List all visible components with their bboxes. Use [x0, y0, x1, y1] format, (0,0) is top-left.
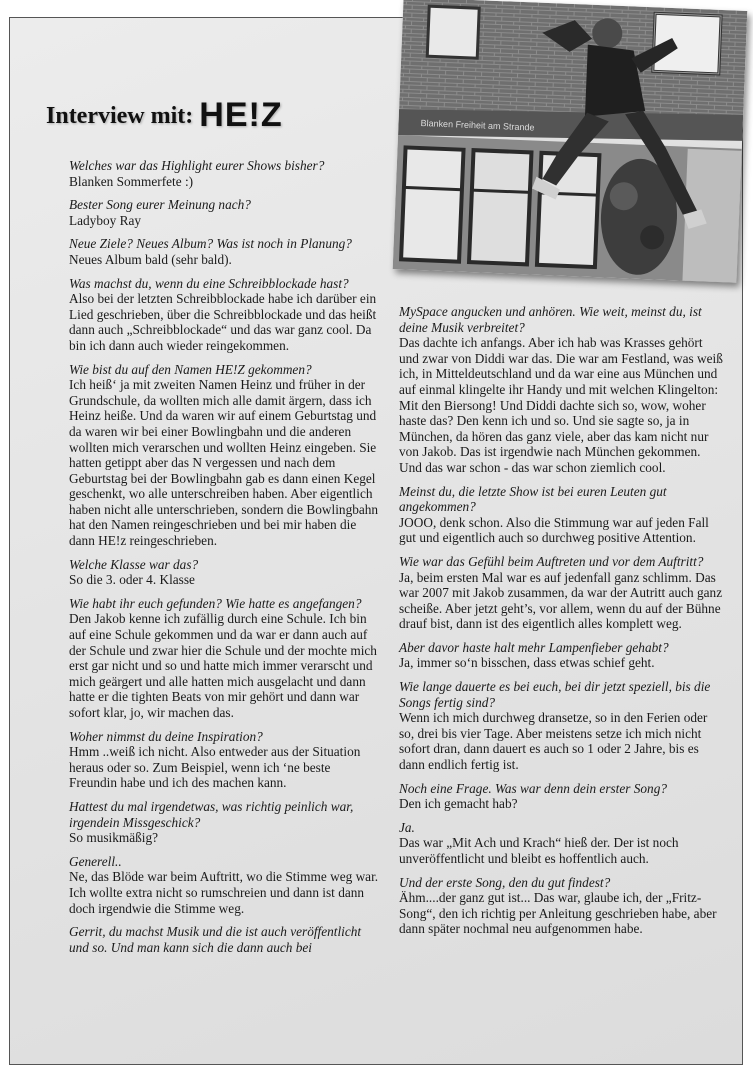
interview-qa: [399, 640, 724, 671]
interview-question: Aber davor haste halt mehr Lampenfieber gehabt?: [399, 639, 669, 655]
interview-question: Noch eine Frage. Was war denn dein erster Song?: [399, 780, 668, 796]
interview-answer: Hmm ..weiß ich nicht. Also entweder aus der Situation heraus oder so. Zum Beispiel, wenn ich ‘ne beste Freundin habe und ich des machen kann.: [69, 744, 361, 791]
page-title: [46, 96, 283, 135]
interview-answer: Ne, das Blöde war beim Auftritt, wo die Stimme weg war. Ich wollte extra nicht so rumschreien und dann ist dann doch irgendwie die Stimme weg.: [69, 869, 379, 916]
interview-question: MySpace angucken und anhören. Wie weit, meinst du, ist deine Musik verbreitet?: [399, 304, 702, 335]
artist-photo: [393, 0, 748, 283]
interview-answer: Den ich gemacht hab?: [399, 796, 518, 812]
interview-qa: [69, 276, 379, 354]
interview-answer: Ja, immer so‘n bisschen, dass etwas schief geht.: [399, 655, 655, 671]
interview-answer: So musikmäßig?: [69, 830, 159, 846]
left-column: [69, 158, 379, 963]
interview-answer: Blanken Sommerfete :): [69, 173, 194, 189]
interview-question: Wie habt ihr euch gefunden? Wie hatte es angefangen?: [69, 595, 362, 611]
interview-qa: [69, 924, 379, 955]
sign-text: Blanken Freiheit am Strande: [420, 117, 535, 133]
interview-qa: [399, 875, 724, 937]
interview-answer: Wenn ich mich durchweg dransetze, so in den Ferien oder so, drei bis vier Tage. Aber meistens setze ich mich nicht sofort dran, dann dauert es auch so 1 oder 2 Jahre, bis es dann endlich fertig ist.: [399, 710, 708, 773]
interview-qa: [399, 484, 724, 546]
interview-question: Generell..: [69, 853, 122, 869]
interview-answer: Also bei der letzten Schreibblockade habe ich darüber ein Lied geschrieben, über die Schreibblockade und das heißt dann auch „Schreibblockade“ und das war ganz cool. Da bin ich dann auch wieder reingekommen.: [69, 291, 377, 353]
title-brand: HE!Z: [199, 96, 283, 134]
interview-question: Hattest du mal irgendetwas, was richtig peinlich war, irgendein Missgeschick?: [69, 798, 354, 830]
interview-answer: JOOO, denk schon. Also die Stimmung war auf jeden Fall gut und eigentlich auch so durchweg positive Attention.: [399, 514, 709, 546]
interview-question: Was machst du, wenn du eine Schreibblockade hast?: [69, 275, 349, 291]
interview-question: Welche Klasse war das?: [69, 556, 199, 572]
right-column: [399, 304, 724, 945]
interview-qa: [69, 799, 379, 846]
interview-question: Woher nimmst du deine Inspiration?: [69, 728, 263, 744]
interview-answer: Ja, beim ersten Mal war es auf jedenfall ganz schlimm. Das war 2007 mit Jakob zusammen, da war der Autritt auch ganz scheiße. Aber jetzt geht’s, vor allem, wenn du auf der Bühne drauf bist, dann ist des eigentlich alles komplett weg.: [399, 569, 723, 632]
title-prefix: Interview mit:: [46, 103, 194, 129]
interview-question: Bester Song eurer Meinung nach?: [69, 197, 251, 213]
interview-question: Welches war das Highlight eurer Shows bisher?: [69, 158, 325, 173]
jumping-artist-image: [393, 0, 748, 283]
interview-qa: [399, 679, 724, 773]
interview-question: Und der erste Song, den du gut findest?: [399, 874, 611, 890]
interview-qa: [69, 729, 379, 791]
interview-answer: Den Jakob kenne ich zufällig durch eine Schule. Ich bin auf eine Schule gekommen und da war er dann auch auf der Schule und zwar hier die Schule und der mochte mich erst gar nicht und so und hatte mich immer verarscht und mich geärgert und alle hatten mich ausgelacht und dann hatte er die tighten Beats von mir gehört und dann war sofort klar, jo, wir machen das.: [69, 611, 377, 720]
interview-question: Meinst du, die letzte Show ist bei euren Leuten gut angekommen?: [399, 483, 667, 515]
interview-qa: [399, 820, 724, 867]
interview-answer: Ladyboy Ray: [69, 212, 142, 228]
interview-qa: [399, 781, 724, 812]
interview-question: Wie lange dauerte es bei euch, bei dir jetzt speziell, bis die Songs fertig sind?: [399, 679, 711, 710]
interview-question: Wie war das Gefühl beim Auftreten und vor dem Auftritt?: [399, 553, 704, 569]
interview-qa: [69, 596, 379, 721]
interview-question: Ja.: [399, 819, 415, 835]
interview-qa: [69, 557, 379, 588]
interview-qa: [69, 158, 379, 189]
interview-qa: [69, 236, 379, 267]
interview-answer: Das dachte ich anfangs. Aber ich hab was Krasses gehört und zwar von Diddi war das. Die war am Festland, was weiß ich, in Mitteldeutschland und da war eine aus München und auf einmal klingelte ihr Handy und mit welchen Klingelton: Mit den Biersong! Und Diddi dachte sich so, wow, woher haste das? Den kenn ich und so. Und sie sagte so, ja in München, da hören das ganz viele, aber das kam nicht nur von Jakob. Das ist irgendwie nach München gekommen. Und das war schon - das war schon ziemlich cool.: [399, 335, 723, 475]
interview-qa: [69, 197, 379, 228]
interview-answer: Neues Album bald (sehr bald).: [69, 251, 232, 267]
interview-answer: Das war „Mit Ach und Krach“ hieß der. Der ist noch unveröffentlicht und bleibt es hoffentlich auch.: [399, 835, 679, 866]
interview-question: Gerrit, du machst Musik und die ist auch veröffentlicht und so. Und man kann sich die dann auch bei: [69, 924, 362, 955]
interview-qa: [399, 304, 724, 476]
interview-qa: [399, 554, 724, 632]
interview-answer: So die 3. oder 4. Klasse: [69, 572, 195, 588]
interview-question: Wie bist du auf den Namen HE!Z gekommen?: [69, 361, 312, 377]
interview-qa: [69, 362, 379, 549]
interview-answer: Ähm....der ganz gut ist... Das war, glaube ich, der „Fritz-Song“, den ich richtig per Anleitung geschrieben habe, aber dann später nochmal neu aufgenommen habe.: [399, 890, 717, 937]
interview-qa: [69, 854, 379, 916]
interview-question: Neue Ziele? Neues Album? Was ist noch in Planung?: [69, 236, 352, 252]
interview-answer: Ich heiß‘ ja mit zweiten Namen Heinz und früher in der Grundschule, da wollten mich alle damit ärgern, dass ich Heinz heiße. Und da waren wir auf einem Geburtstag und da waren wir bei einer Bowlingbahn und die anderen wollten mich verarschen und wollten Heinz eingeben. Sie hatten getippt aber das N vergessen und nach dem Geburtstag bei der Bowlingbahn gab es dann einen Kegel geschenkt, wo alle unterschreiben haben. Aber eigentlich haben nicht alle unterschrieben, sondern die Bowlingbahn hat den Namen reingeschrieben und bei mir haben die dann HE!z reingeschrieben.: [69, 377, 379, 549]
